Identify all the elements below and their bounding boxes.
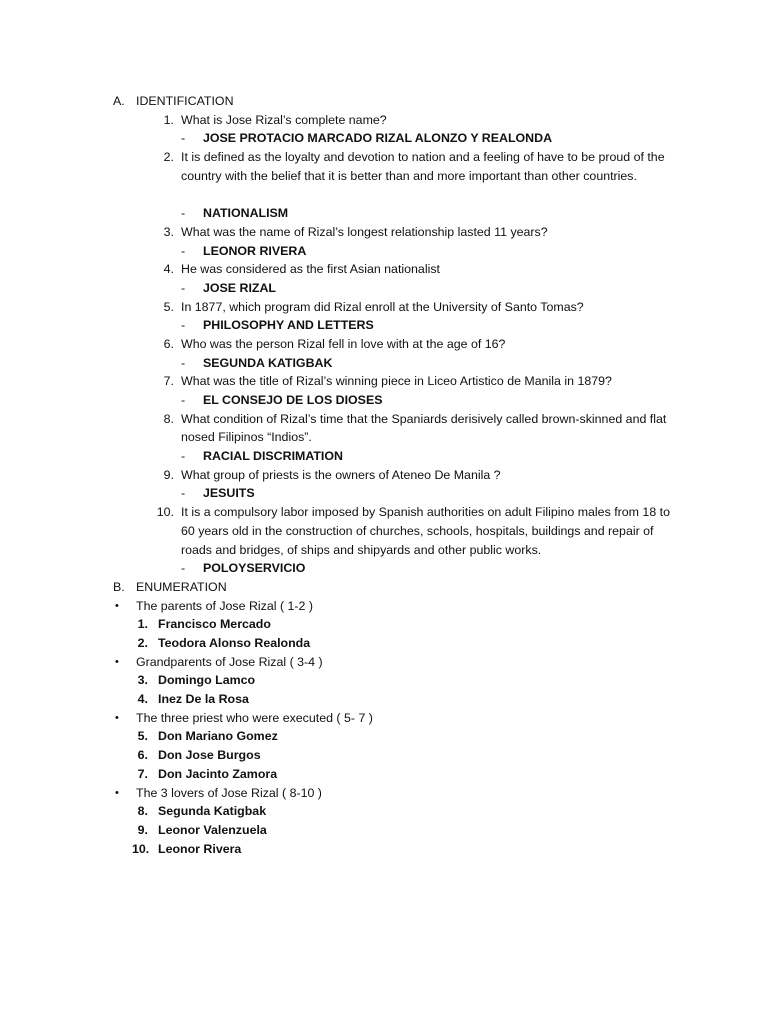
group-heading-text: The three priest who were executed ( 5- 7 ) xyxy=(136,710,373,725)
question-number: 4. xyxy=(163,262,174,277)
question-item xyxy=(0,298,768,317)
item-text: Teodora Alonso Realonda xyxy=(158,636,311,651)
answer-text: JOSE RIZAL xyxy=(203,280,276,295)
section-b-heading xyxy=(0,578,768,597)
question-text: What was the name of Rizal’s longest relationship lasted 11 years? xyxy=(181,224,548,239)
question-text: In 1877, which program did Rizal enroll at the University of Santo Tomas? xyxy=(181,299,584,314)
item-text: Don Jacinto Zamora xyxy=(158,766,278,781)
section-marker: B. xyxy=(113,579,125,594)
item-number: 2. xyxy=(137,636,148,651)
question-item xyxy=(0,410,768,447)
answer-line xyxy=(0,129,768,148)
bullet-icon: • xyxy=(115,786,119,799)
item-number: 8. xyxy=(137,804,148,819)
section-title: IDENTIFICATION xyxy=(136,94,234,108)
section-marker: A. xyxy=(113,94,125,108)
answer-line xyxy=(0,354,768,373)
question-number: 8. xyxy=(163,411,174,426)
answer-text: JOSE PROTACIO MARCADO RIZAL ALONZO Y REALONDA xyxy=(203,131,553,146)
question-item xyxy=(0,372,768,391)
answer-text: EL CONSEJO DE LOS DIOSES xyxy=(203,393,383,408)
enumeration-item xyxy=(0,671,768,690)
answer-text: RACIAL DISCRIMATION xyxy=(203,449,343,464)
item-text: Francisco Mercado xyxy=(158,617,271,632)
enumeration-item xyxy=(0,727,768,746)
question-text: What is Jose Rizal’s complete name? xyxy=(181,112,387,127)
question-number: 1. xyxy=(163,112,174,127)
question-number: 6. xyxy=(163,336,174,351)
group-heading-text: The parents of Jose Rizal ( 1-2 ) xyxy=(136,598,313,613)
question-item xyxy=(0,111,768,130)
answer-line xyxy=(0,242,768,261)
item-number: 10. xyxy=(132,841,150,856)
answer-text: SEGUNDA KATIGBAK xyxy=(203,355,333,370)
enumeration-group-heading xyxy=(0,653,768,672)
group-heading-text: The 3 lovers of Jose Rizal ( 8-10 ) xyxy=(136,785,322,800)
answer-line xyxy=(0,447,768,466)
group-heading-text: Grandparents of Jose Rizal ( 3-4 ) xyxy=(136,654,323,669)
question-text: He was considered as the first Asian nationalist xyxy=(181,262,440,277)
answer-dash: - xyxy=(181,243,186,258)
section-title: ENUMERATION xyxy=(136,579,227,594)
item-number: 3. xyxy=(137,673,148,688)
answer-dash: - xyxy=(181,561,186,576)
question-text: It is a compulsory labor imposed by Spanish authorities on adult Filipino males from 18 to 60 years old in the construction of churches, schools, hospitals, buildings and repair of roads and bridges, of ships and shipyards and other public works. xyxy=(181,505,670,557)
bullet-icon: • xyxy=(115,655,119,668)
enumeration-item xyxy=(0,840,768,859)
document-page xyxy=(0,92,768,858)
answer-text: JESUITS xyxy=(203,486,255,501)
item-number: 4. xyxy=(137,692,148,707)
enumeration-item xyxy=(0,821,768,840)
item-number: 1. xyxy=(137,617,148,632)
answer-text: LEONOR RIVERA xyxy=(203,243,307,258)
question-text: What condition of Rizal’s time that the Spaniards derisively called brown-skinned and flat nosed Filipinos “Indios”. xyxy=(181,411,667,445)
item-number: 9. xyxy=(137,822,148,837)
answer-line xyxy=(0,391,768,410)
answer-dash: - xyxy=(181,393,186,408)
question-number: 2. xyxy=(163,150,174,165)
enumeration-item xyxy=(0,765,768,784)
answer-line xyxy=(0,484,768,503)
answer-text: POLOYSERVICIO xyxy=(203,561,306,576)
answer-dash: - xyxy=(181,486,186,501)
answer-dash: - xyxy=(181,131,186,146)
answer-line xyxy=(0,559,768,578)
question-text: Who was the person Rizal fell in love with at the age of 16? xyxy=(181,336,506,351)
bullet-icon: • xyxy=(115,711,119,724)
question-item xyxy=(0,148,768,204)
item-number: 6. xyxy=(137,748,148,763)
item-text: Don Mariano Gomez xyxy=(158,729,278,744)
answer-dash: - xyxy=(181,206,186,221)
enumeration-item xyxy=(0,634,768,653)
question-text: It is defined as the loyalty and devotion to nation and a feeling of have to be proud of the country with the belief that it is better than and more important than other countries. xyxy=(181,150,665,183)
question-item xyxy=(0,260,768,279)
item-number: 5. xyxy=(137,729,148,744)
answer-dash: - xyxy=(181,355,186,370)
answer-dash: - xyxy=(181,449,186,464)
answer-line xyxy=(0,204,768,223)
enumeration-group-heading xyxy=(0,597,768,616)
question-text: What was the title of Rizal’s winning piece in Liceo Artistico de Manila in 1879? xyxy=(181,374,612,389)
enumeration-group-heading xyxy=(0,709,768,728)
question-item xyxy=(0,223,768,242)
enumeration-item xyxy=(0,746,768,765)
question-item xyxy=(0,466,768,485)
question-item xyxy=(0,335,768,354)
question-item xyxy=(0,503,768,559)
answer-dash: - xyxy=(181,280,186,295)
item-text: Leonor Valenzuela xyxy=(158,822,267,837)
section-a-heading xyxy=(0,92,768,111)
question-number: 9. xyxy=(163,467,174,482)
enumeration-item xyxy=(0,615,768,634)
question-number: 5. xyxy=(163,299,174,314)
answer-dash: - xyxy=(181,318,186,333)
enumeration-item xyxy=(0,690,768,709)
answer-text: PHILOSOPHY AND LETTERS xyxy=(203,318,374,333)
item-text: Leonor Rivera xyxy=(158,841,242,856)
bullet-icon: • xyxy=(115,599,119,612)
item-text: Inez De la Rosa xyxy=(158,692,249,707)
answer-line xyxy=(0,279,768,298)
item-text: Segunda Katigbak xyxy=(158,804,267,819)
item-text: Don Jose Burgos xyxy=(158,748,261,763)
question-number: 7. xyxy=(163,374,174,389)
question-number: 3. xyxy=(163,224,174,239)
question-number: 10. xyxy=(156,505,174,520)
enumeration-group-heading xyxy=(0,784,768,803)
answer-text: NATIONALISM xyxy=(203,206,289,221)
item-text: Domingo Lamco xyxy=(158,673,256,688)
question-text: What group of priests is the owners of Ateneo De Manila ? xyxy=(181,467,501,482)
enumeration-item xyxy=(0,802,768,821)
item-number: 7. xyxy=(137,766,148,781)
answer-line xyxy=(0,316,768,335)
